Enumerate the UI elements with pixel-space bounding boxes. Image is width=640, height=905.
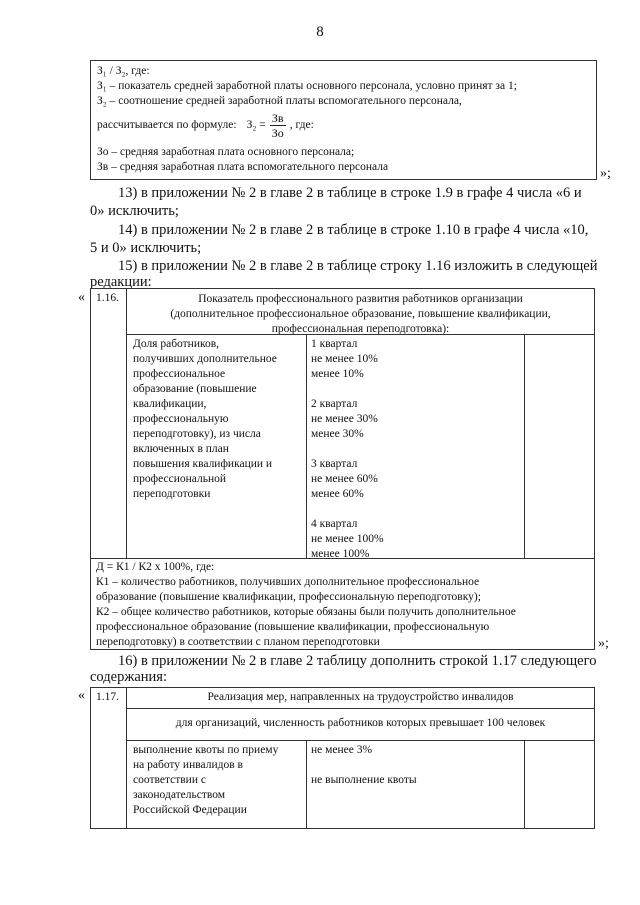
formula-line-4 (97, 111, 314, 140)
indicator-line: законодательством (133, 789, 226, 801)
footer-line: К2 – общее количество работников, которые обязаны были получить дополнительное (96, 606, 516, 618)
formula-line-2: З₁ – показатель средней заработной платы основного персонала, условно принят за 1; (97, 80, 517, 92)
table-116-divider (306, 334, 307, 558)
table-116-divider (90, 558, 595, 559)
target-value: менее 100% (311, 548, 370, 560)
formula-line-1: З₁ / З₂, где: (97, 65, 150, 77)
paragraph-16-line-1: 16) в приложении № 2 в главе 2 таблицу дополнить строкой 1.17 следующего (118, 653, 597, 669)
indicator-line: Российской Федерации (133, 804, 247, 816)
target-quarter: 1 квартал (311, 338, 358, 350)
indicator-line: профессиональную (133, 413, 229, 425)
target-value: менее 10% (311, 368, 364, 380)
formula-line-6: Зв – средняя заработная плата вспомогательного персонала (97, 161, 389, 173)
formula-line-3: З₂ – соотношение средней заработной платы вспомогательного персонала, (97, 95, 462, 107)
table-116-closing-quote: »; (598, 636, 609, 651)
page-number: 8 (316, 24, 324, 40)
table-116-header-line: (дополнительное профессиональное образование, повышение квалификации, (170, 308, 551, 320)
table-117-number: 1.17. (96, 691, 119, 703)
formula-fraction (270, 111, 286, 140)
target-quarter: 3 квартал (311, 458, 358, 470)
footer-line: переподготовку) в соответствии с планом переподготовки (96, 636, 380, 648)
formula-closing-quote: »; (600, 166, 611, 181)
table-117-divider (524, 740, 525, 829)
indicator-line: квалификации, (133, 398, 207, 410)
target-value: не менее 100% (311, 533, 384, 545)
footer-line: образование (повышение квалификации, профессиональную переподготовку); (96, 591, 481, 603)
footer-line: Д = К1 / К2 х 100%, где: (96, 561, 215, 573)
indicator-line: получивших дополнительное (133, 353, 277, 365)
indicator-line: соответствии с (133, 774, 206, 786)
table-116-header-line: Показатель профессионального развития работников организации (198, 293, 523, 305)
indicator-line: профессиональное (133, 368, 226, 380)
indicator-line: Доля работников, (133, 338, 220, 350)
table-116-number: 1.16. (96, 292, 119, 304)
formula-lhs: З₂ = (246, 119, 266, 131)
table-116-divider (126, 288, 127, 558)
target-value: не выполнение квоты (311, 774, 417, 786)
paragraph-13-line-2: 0» исключить; (90, 203, 179, 219)
footer-line: профессиональное образование (повышение квалификации, профессиональную (96, 621, 490, 633)
indicator-line: образование (повышение (133, 383, 257, 395)
table-117-subheader: для организаций, численность работников которых превышает 100 человек (175, 717, 546, 729)
target-value: менее 60% (311, 488, 364, 500)
table-116-open-quote: « (78, 290, 85, 305)
target-value: не менее 60% (311, 473, 378, 485)
indicator-line: повышения квалификации и (133, 458, 273, 470)
paragraph-13-line-1: 13) в приложении № 2 в главе 2 в таблице в строке 1.9 в графе 4 числа «6 и (118, 185, 582, 201)
indicator-line: включенных в план (133, 443, 229, 455)
indicator-line: переподготовку), из числа (133, 428, 261, 440)
table-116-header (128, 292, 593, 337)
table-116-divider (524, 334, 525, 558)
formula-numerator: Зв (270, 111, 286, 126)
indicator-line: на работу инвалидов в (133, 759, 243, 771)
table-116-indicator (133, 337, 303, 502)
paragraph-16-line-2: содержания: (90, 669, 168, 685)
target-quarter: 2 квартал (311, 398, 358, 410)
table-116-footer (96, 560, 591, 650)
indicator-line: выполнение квоты по приему (133, 744, 279, 756)
paragraph-14-line-1: 14) в приложении № 2 в главе 2 в таблице в строке 1.10 в графе 4 числа «10, (118, 222, 589, 238)
formula-prefix: рассчитывается по формуле: (97, 119, 237, 131)
paragraph-14-line-2: 5 и 0» исключить; (90, 240, 202, 256)
table-117-indicator (133, 743, 303, 818)
table-117-targets (311, 743, 521, 788)
paragraph-15-line-1: 15) в приложении № 2 в главе 2 в таблице строку 1.16 изложить в следующей (118, 258, 598, 274)
target-value: не менее 3% (311, 744, 373, 756)
target-value: менее 30% (311, 428, 364, 440)
footer-line: К1 – количество работников, получивших дополнительное профессиональное (96, 576, 480, 588)
target-value: не менее 10% (311, 353, 378, 365)
paragraph-15-line-2: редакции: (90, 274, 152, 290)
table-117-divider (126, 708, 595, 709)
formula-denominator: Зо (271, 126, 284, 140)
indicator-line: переподготовки (133, 488, 211, 500)
target-value: не менее 30% (311, 413, 378, 425)
table-116-targets (311, 337, 521, 562)
formula-line-5: Зо – средняя заработная плата основного персонала; (97, 146, 355, 158)
table-116-header-line: профессиональная переподготовка): (271, 323, 450, 335)
indicator-line: профессиональной (133, 473, 227, 485)
table-117-open-quote: « (78, 688, 85, 703)
table-117-header: Реализация мер, направленных на трудоустройство инвалидов (207, 691, 514, 703)
target-quarter: 4 квартал (311, 518, 358, 530)
table-117-divider (306, 740, 307, 829)
formula-suffix: , где: (289, 119, 314, 131)
